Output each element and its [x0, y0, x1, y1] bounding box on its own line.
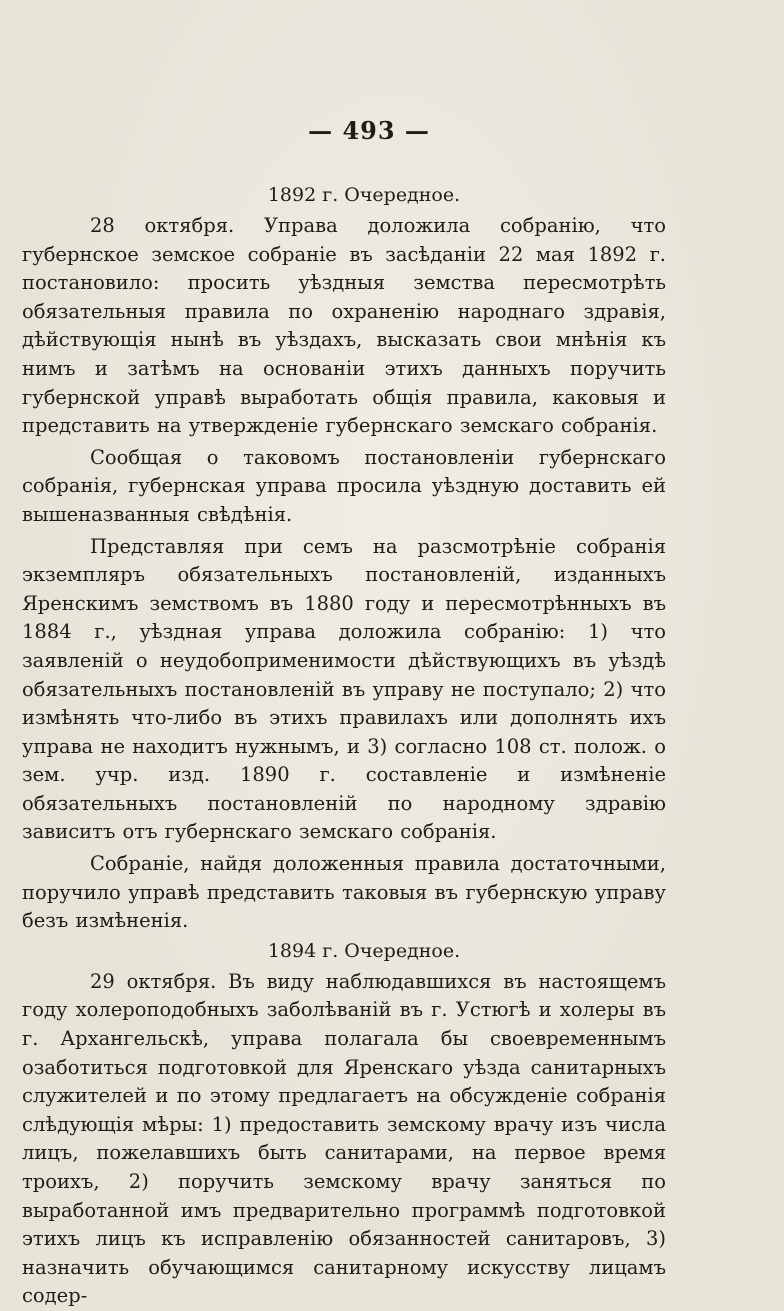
paragraph: Сообщая о таковомъ постановленіи губернскаго собранія, губернская управа просила уѣздную доставить ей вышеназванныя свѣдѣнія.: [22, 445, 666, 526]
paragraph: Собраніе, найдя доложенныя правила достаточными, поручило управѣ представить таковыя въ губернскую управу безъ измѣненія.: [22, 852, 666, 933]
paragraph: 29 октября. Въ виду наблюдавшихся въ настоящемъ году холероподобныхъ заболѣваній въ г. Устюгѣ и холеры въ г. Архангельскѣ, управа полагала бы своевременнымъ озаботиться подготовкой для Яренскаго уѣзда санитарныхъ служителей и по этому предлагаетъ на обсужденіе собранія слѣдующія мѣры: 1) предоставить земскому врачу изъ числа лицъ, пожелавшихъ быть санитарами, на первое время троихъ, 2) поручить земскому врачу заняться по выработанной имъ предварительно программѣ подготовкой этихъ лицъ къ исправленію обязанностей санитаровъ, 3) назначить обучающимся санитарному искусству лицамъ содер-: [22, 969, 666, 1308]
section-heading-1894: 1894 г. Очередное.: [267, 939, 461, 962]
paragraph: 28 октября. Управа доложила собранію, что губернское земское собраніе въ засѣданіи 22 мая 1892 г. постановило: просить уѣздныя земства пересмотрѣть обязательныя правила по охраненію народнаго здравія, дѣйствующія нынѣ въ уѣздахъ, высказать свои мнѣнія къ нимъ и затѣмъ на основаніи этихъ данныхъ поручить губернской управѣ выработать общія правила, каковыя и представить на утвержденіе губернскаго земскаго собранія.: [22, 214, 666, 438]
paragraph: Представляя при семъ на разсмотрѣніе собранія экземпляръ обязательныхъ постановленій, изданныхъ Яренскимъ земствомъ въ 1880 году и пересмотрѣнныхъ въ 1884 г., уѣздная управа доложила собранію: 1) что заявленій о неудобоприменимости дѣйствующихъ въ уѣздѣ обязательныхъ постановленій въ управу не поступало; 2) что измѣнять что-либо въ этихъ правилахъ или дополнять ихъ управа не находитъ нужнымъ, и 3) согласно 108 ст. полож. о зем. учр. изд. 1890 г. составленіе и измѣненіе обязательныхъ постановленій по народному здравію зависитъ отъ губернскаго земскаго собранія.: [22, 534, 666, 844]
section-heading-1892: 1892 г. Очередное.: [267, 184, 461, 206]
page-number: — 493 —: [308, 116, 430, 145]
text-block: [22, 112, 666, 1311]
